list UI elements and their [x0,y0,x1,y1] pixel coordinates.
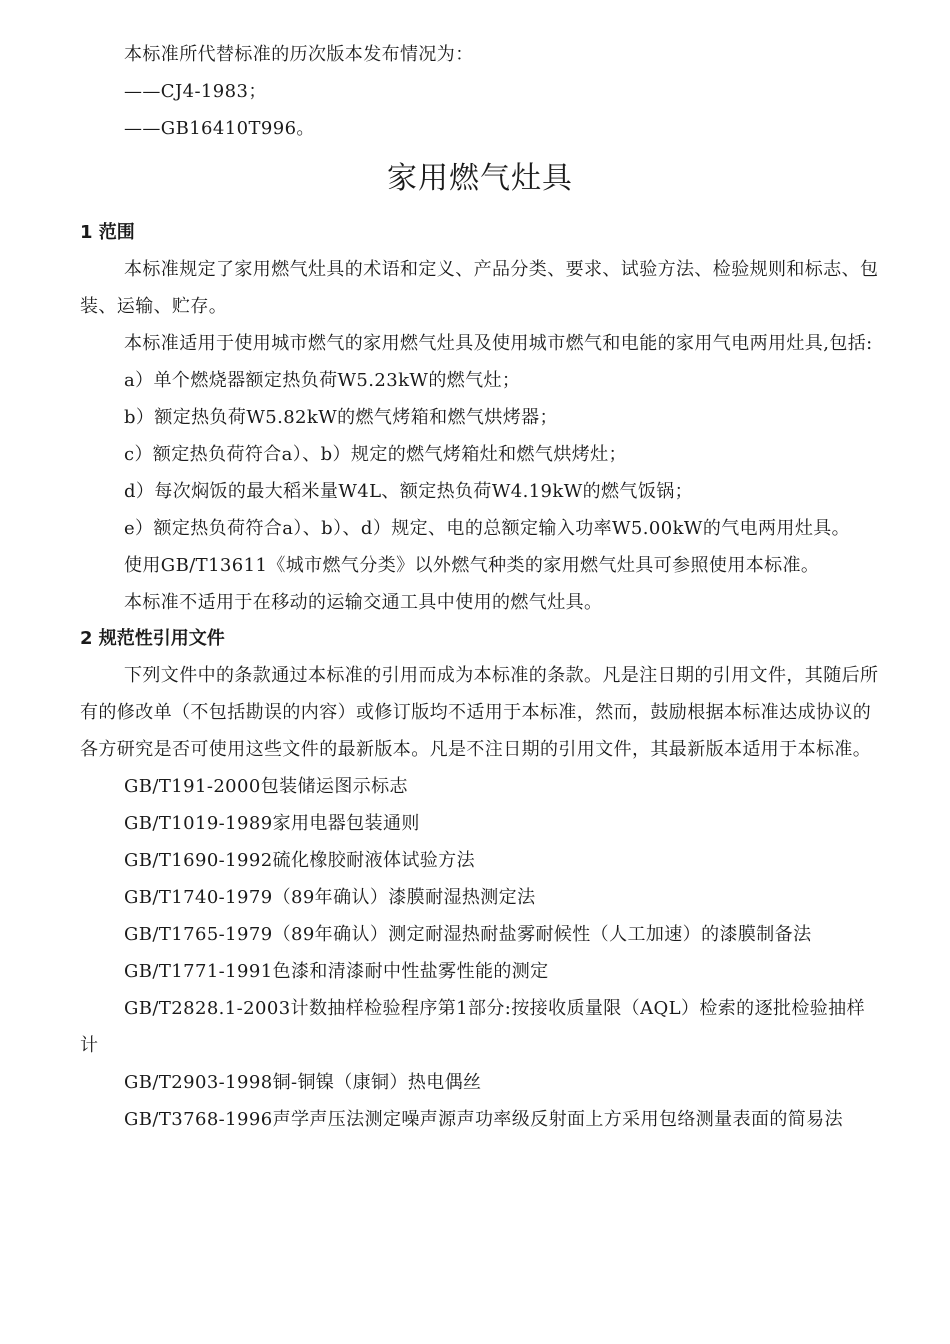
scope-list-item: a）单个燃烧器额定热负荷W5.23kW的燃气灶； [124,370,521,391]
scope-paragraph: 本标准规定了家用燃气灶具的术语和定义、产品分类、要求、试验方法、检验规则和标志、包装、运输、贮存。 [80,259,879,317]
reference-item: GB/T2903-1998铜-铜镍（康铜）热电偶丝 [124,1072,482,1093]
section-heading-scope: 1 范围 [80,222,135,243]
references-paragraph: 下列文件中的条款通过本标准的引用而成为本标准的条款。凡是注日期的引用文件，其随后所有的修改单（不包括勘误的内容）或修订版均不适用于本标准，然而，鼓励根据本标准达成协议的各方研究是否可使用这些文件的最新版本。凡是不注日期的引用文件，其最新版本适用于本标准。 [80,665,879,760]
reference-item: GB/T1690-1992硫化橡胶耐液体试验方法 [124,850,475,871]
scope-list-item: d）每次焖饭的最大稻米量W4L、额定热负荷W4.19kW的燃气饭锅； [124,481,694,502]
reference-item: GB/T1765-1979（89年确认）测定耐湿热耐盐雾耐候性（人工加速）的漆膜制备法 [124,924,812,945]
reference-item: GB/T191-2000包装储运图示标志 [124,776,408,797]
scope-list-item: c）额定热负荷符合a）、b）规定的燃气烤箱灶和燃气烘烤灶； [124,444,627,465]
reference-item: GB/T1019-1989家用电器包装通则 [124,813,420,834]
scope-list-item: b）额定热负荷W5.82kW的燃气烤箱和燃气烘烤器； [124,407,558,428]
section-heading-references: 2 规范性引用文件 [80,628,225,649]
reference-item: GB/T1740-1979（89年确认）漆膜耐湿热测定法 [124,887,536,908]
reference-item: GB/T2828.1-2003计数抽样检验程序第1部分:按接收质量限（AQL）检索的逐批检验抽样计 [80,998,865,1056]
history-item: ——GB16410T996。 [124,118,315,139]
document-page [80,36,880,1138]
history-item: ——CJ4-1983； [124,81,267,102]
document-title: 家用燃气灶具 [387,161,573,196]
scope-list-item: e）额定热负荷符合a）、b）、d）规定、电的总额定输入功率W5.00kW的气电两用灶具。 [124,518,851,539]
reference-item: GB/T3768-1996声学声压法测定噪声源声功率级反射面上方采用包络测量表面的简易法 [124,1109,843,1130]
reference-item: GB/T1771-1991色漆和清漆耐中性盐雾性能的测定 [124,961,549,982]
scope-paragraph: 本标准不适用于在移动的运输交通工具中使用的燃气灶具。 [124,592,603,613]
scope-paragraph: 本标准适用于使用城市燃气的家用燃气灶具及使用城市燃气和电能的家用气电两用灶具,包括: [124,333,873,354]
history-intro: 本标准所代替标准的历次版本发布情况为： [124,44,474,65]
scope-paragraph: 使用GB/T13611《城市燃气分类》以外燃气种类的家用燃气灶具可参照使用本标准。 [124,555,820,576]
